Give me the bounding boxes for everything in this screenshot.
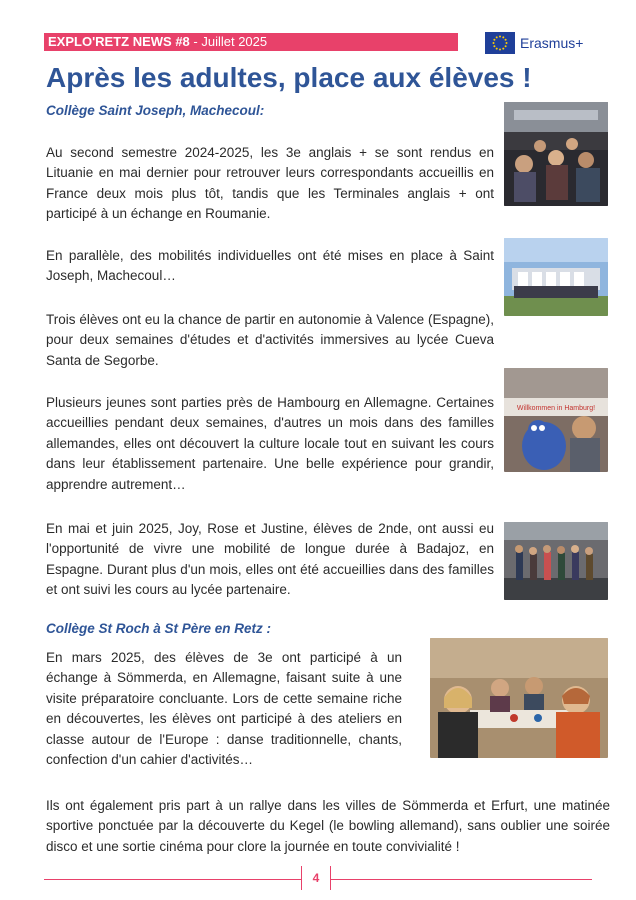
photo-st-roch-students-table bbox=[430, 638, 608, 758]
photo-letters-monument-group bbox=[504, 238, 608, 316]
paragraph-sommerda: En mars 2025, des élèves de 3e ont participé à un échange à Sömmerda, en Allemagne, faisant suite à une visite préparatoire concluante. Lors de cette semaine riche en découvertes, les élèves ont participé à des ateliers en classe autour de l'Europe : danse traditionnelle, chants, confection d'un cahier d'activités… bbox=[46, 650, 402, 768]
paragraph-rallye: Ils ont également pris part à un rallye dans les villes de Sömmerda et Erfurt, une matinée sportive ponctuée par la découverte du Kegel (le bowling allemand), sans oublier une soirée disco et une sortie cinéma pour clore la journée en toute convivialité ! bbox=[46, 798, 610, 854]
footer-divider-right bbox=[330, 879, 592, 880]
footer-divider-left bbox=[44, 879, 301, 880]
photo-airplane-students bbox=[504, 102, 608, 206]
page-number: 4 bbox=[301, 866, 331, 890]
photo-hamburg-welcome-mascot bbox=[504, 368, 608, 472]
paragraph-lituanie: Au second semestre 2024-2025, les 3e anglais + se sont rendus en Lituanie en mai dernier pour retrouver leurs correspondants accueillis en France deux mois plus tôt, tandis que les Terminales anglais + ont participé à un échange en Roumanie. bbox=[46, 145, 494, 222]
section-heading-st-roch: Collège St Roch à St Père en Retz : bbox=[46, 621, 272, 636]
newsletter-name: EXPLO'RETZ NEWS #8 bbox=[48, 34, 190, 49]
paragraph-hambourg: Plusieurs jeunes sont parties près de Hambourg en Allemagne. Certaines accueillies pendant deux semaines, d'autres un mois dans des familles allemandes, elles ont découvert la culture locale tout en suivant les cours dans leur établissement partenaire. Une belle expérience pour grandir, apprendre autrement… bbox=[46, 395, 494, 492]
paragraph-badajoz: En mai et juin 2025, Joy, Rose et Justine, élèves de 2nde, ont aussi eu l'opportunité de vivre une mobilité de longue durée à Badajoz, en Espagne. Durant plus d'un mois, elles ont été accueillies dans des familles et ont suivi les cours au lycée partenaire. bbox=[46, 521, 494, 598]
paragraph-valence: Trois élèves ont eu la chance de partir en autonomie à Valence (Espagne), pour deux semaines d'études et d'activités immersives au lycée Cueva Santa de Segorbe. bbox=[46, 312, 494, 368]
erasmus-logo-text: Erasmus+ bbox=[520, 35, 584, 51]
eu-flag-icon bbox=[485, 32, 515, 54]
newsletter-header-bar bbox=[44, 33, 458, 51]
hamburg-banner-text: Willkommen in Hamburg! bbox=[516, 405, 596, 412]
header-separator: - bbox=[189, 34, 202, 49]
section-heading-saint-joseph: Collège Saint Joseph, Machecoul: bbox=[46, 103, 265, 118]
newsletter-issue-date: Juillet 2025 bbox=[201, 34, 268, 49]
paragraph-mobilites-individuelles: En parallèle, des mobilités individuelles ont été mises en place à Saint Joseph, Machecoul… bbox=[46, 248, 494, 284]
photo-badajoz-group bbox=[504, 522, 608, 600]
article-title: Après les adultes, place aux élèves ! bbox=[46, 62, 532, 93]
